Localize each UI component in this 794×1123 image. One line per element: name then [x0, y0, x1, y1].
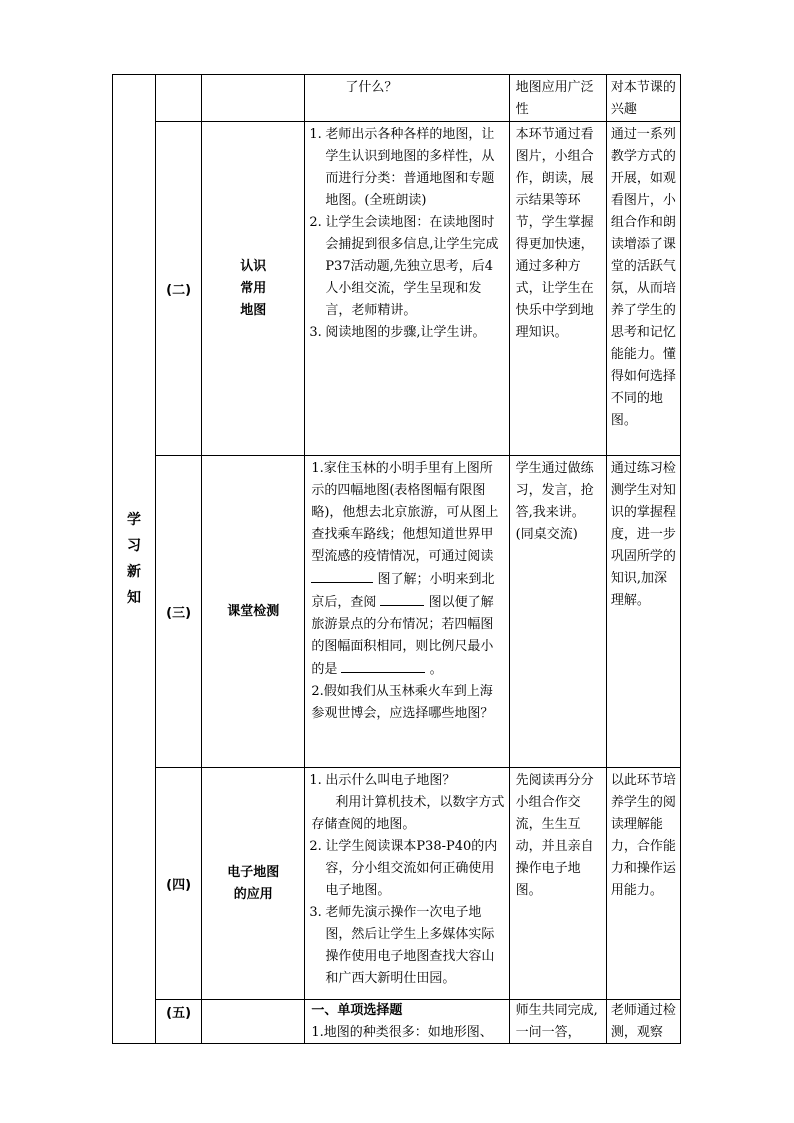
step-text: 老师先演示操作一次电子地图，然后让学生上多媒体实际操作使用电子地图查找大容山和广西大新明仕田园。: [325, 905, 495, 986]
intent-cell: [606, 75, 680, 122]
content-text: 了什么？: [345, 80, 398, 95]
section-title-line: 电子地图: [227, 864, 280, 880]
intent-cell: [606, 768, 680, 1000]
step-item: [305, 322, 505, 344]
intent-text: 对本节课的兴趣: [610, 80, 676, 117]
lesson-plan-table: [112, 74, 681, 1044]
side-char: 学: [127, 512, 142, 528]
section-title-line: 地图: [240, 302, 267, 318]
question-text: 2.假如我们从玉林乘火车到上海参观世博会，应选择哪些地图？: [311, 684, 494, 721]
step-item: [305, 902, 505, 990]
intent-cell: [606, 1000, 680, 1044]
section-title-line: 常用: [240, 280, 267, 296]
student-activity-cell: [509, 1000, 606, 1044]
row-number-cell: [156, 1000, 202, 1044]
step-item: [305, 124, 505, 212]
answer-blank[interactable]: [311, 568, 373, 583]
content-cell: [305, 122, 509, 456]
student-activity-text: 先阅读再分分小组合作交流，生生互动，并且亲自操作电子地图。: [515, 773, 594, 898]
step-item: [305, 212, 505, 322]
table-row: [113, 1000, 681, 1044]
answer-blank[interactable]: [380, 591, 424, 606]
content-cell: [305, 768, 509, 1000]
step-item: [305, 836, 505, 902]
question-text: 。: [429, 662, 443, 677]
side-char: 习: [127, 538, 142, 554]
student-activity-text: 地图应用广泛性: [515, 80, 594, 117]
student-activity-cell: [509, 456, 606, 768]
section-number: (三): [166, 606, 192, 621]
row-number-cell: [156, 75, 202, 122]
table-row: [113, 75, 681, 122]
question-text: 1.家住玉林的小明手里有上图所示的四幅地图(表格图幅有限图略)，他想去北京旅游，可从图上查找乘车路线；他想知道世界甲型流感的疫情情况，可通过阅读: [311, 461, 499, 564]
table-row: [113, 768, 681, 1000]
row-title-cell: [202, 768, 305, 1000]
row-title-cell: [202, 1000, 305, 1044]
row-title-cell: [202, 456, 305, 768]
section-number: (四): [166, 878, 192, 893]
row-number-cell: [156, 768, 202, 1000]
section-side-label: [113, 75, 156, 1044]
section-number: (二): [166, 283, 192, 298]
step-text: 阅读地图的步骤,让学生讲。: [325, 325, 486, 340]
student-activity-text: 学生通过做练习，发言，抢答,我来讲。(同桌交流): [515, 461, 594, 542]
student-activity-cell: [509, 75, 606, 122]
content-cell: [305, 75, 509, 122]
step-text: 利用计算机技术，以数字方式存储查阅的地图。: [311, 795, 505, 832]
intent-cell: [606, 456, 680, 768]
section-title-line: 的应用: [233, 886, 273, 902]
section-title-line: 课堂检测: [227, 603, 280, 619]
step-text: 出示什么叫电子地图？: [325, 773, 456, 788]
content-cell: [305, 1000, 509, 1044]
intent-text: 以此环节培养学生的阅读理解能力，合作能力和操作运用能力。: [610, 773, 676, 898]
student-activity-text: 师生共同完成,一问一答，: [515, 1003, 598, 1040]
student-activity-cell: [509, 122, 606, 456]
section-number: (五): [166, 1006, 192, 1021]
side-char: 知: [127, 590, 142, 606]
row-title-cell: [202, 75, 305, 122]
table-row: [113, 122, 681, 456]
step-number: 3.: [309, 905, 322, 920]
intent-text: 通过一系列教学方式的开展，如观看图片，小组合作和朗读增添了课堂的活跃气氛，从而培养了学生的思考和记忆能能力。懂得如何选择不同的地图。: [610, 127, 676, 428]
question-text: 图以便了解旅游景点的分布情况；若四幅图的图幅面积相同，则比例尺最小的是: [311, 595, 494, 677]
student-activity-cell: [509, 768, 606, 1000]
section-heading: 一、单项选择题: [311, 1003, 403, 1018]
step-number: 1.: [309, 773, 322, 788]
step-text: 让学生会读地图：在读地图时会捕捉到很多信息,让学生完成P37活动题,先独立思考，后4人小组交流，学生呈现和发言，老师精讲。: [325, 215, 499, 318]
question-text: 图了解；小明来到北京后，查阅: [311, 572, 495, 610]
section-title-line: 认识: [240, 258, 267, 274]
step-number: 1.: [309, 127, 322, 142]
step-item: [305, 770, 505, 792]
step-number: 2.: [309, 215, 322, 230]
step-number: 3.: [309, 325, 322, 340]
student-activity-text: 本环节通过看图片，小组合作，朗读，展示结果等环节，学生掌握得更加快速，通过多种方式，让学生在快乐中学到地理知识。: [515, 127, 594, 340]
step-text: 老师出示各种各样的地图，让学生认识到地图的多样性，从而进行分类：普通地图和专题地图。(全班朗读): [325, 127, 495, 208]
answer-blank[interactable]: [341, 658, 425, 673]
intent-cell: [606, 122, 680, 456]
intent-text: 老师通过检测，观察: [610, 1003, 676, 1040]
row-number-cell: [156, 122, 202, 456]
side-char: 新: [127, 564, 142, 580]
content-cell: [305, 456, 509, 768]
row-title-cell: [202, 122, 305, 456]
step-text: 让学生阅读课本P38-P40的内容，分小组交流如何正确使用电子地图。: [325, 839, 498, 898]
table-row: [113, 456, 681, 768]
question-text: 1.地图的种类很多：如地形图、: [311, 1025, 493, 1040]
intent-text: 通过练习检测学生对知识的掌握程度，进一步巩固所学的知识,加深理解。: [610, 461, 676, 608]
step-number: 2.: [309, 839, 322, 854]
row-number-cell: [156, 456, 202, 768]
